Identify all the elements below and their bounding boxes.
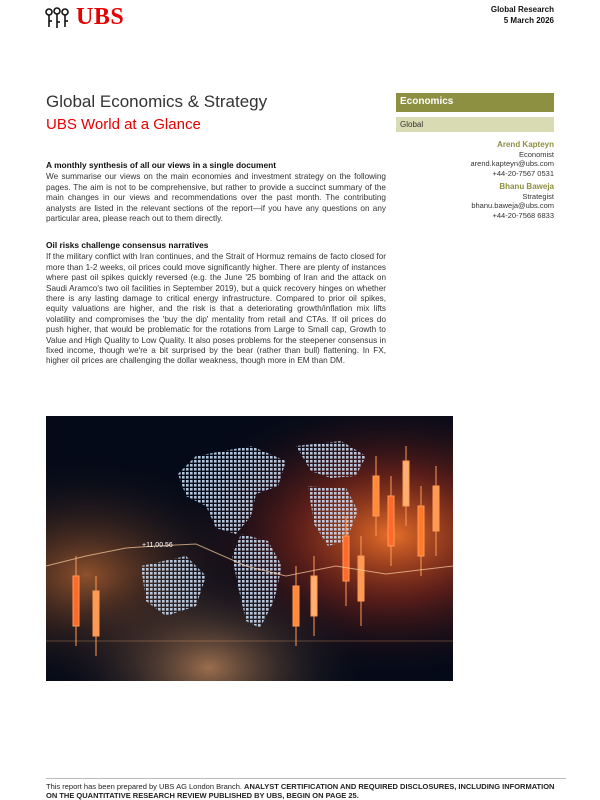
analyst-list [394, 140, 554, 224]
certification-text: ANALYST CERTIFICATION AND REQUIRED DISCLOSURES, INCLUDING INFORMATION ON THE QUANTITATIVE RESEARCH REVIEW PUBLISHED BY UBS, BEGIN ON PAGE 25. [46, 782, 555, 800]
prepared-by-text: This report has been prepared by UBS AG London Branch. [46, 782, 242, 791]
page-subtitle: UBS World at a Glance [46, 116, 201, 133]
series-label: Global Research [490, 5, 554, 14]
analyst-email[interactable]: arend.kapteyn@ubs.com [470, 159, 554, 168]
region-tag: Global [396, 117, 554, 132]
category-tag: Economics [396, 93, 554, 112]
section-synthesis [46, 160, 386, 224]
report-date: 5 March 2026 [503, 16, 554, 25]
analyst-email[interactable]: bhanu.baweja@ubs.com [471, 201, 554, 210]
analyst-name: Bhanu Baweja [499, 182, 554, 191]
section-text: If the military conflict with Iran continues, and the Strait of Hormuz remains de facto closed for more than 1-2 weeks, oil prices could move significantly higher. There are plenty of instances where past oil spikes quickly reversed (e.g. the June '25 bombing of Iran and the attack on Saudi Aramco's two oil facilities in September 2019), but a quick recovery hinges on whether there is any lasting damage to critical energy infrastructure. Compared to prior oil spikes, equity valuations are higher, and the risk is that a deteriorating growth/inflation mix lifts volatility and compromises the 'buy the dip' mentality from retail and CTAs. If oil prices do push higher, that would be problematic for the rotations from Large to Small cap, Growth to Value and High Quality to Low Quality. It also poses problems for the steepener consensus in fixed income, though we're a bit surprised by the bear (rather than bull) flattening. In FX, higher oil prices are challenging the dollar weakness, though more in EM than DM. [46, 252, 386, 366]
hero-image [46, 416, 453, 681]
logo-text: UBS [76, 4, 125, 30]
world-map-market-illustration [46, 416, 453, 681]
report-meta [491, 4, 554, 26]
section-oil-risks [46, 240, 386, 367]
disclaimer-footer [46, 778, 566, 800]
analyst-role: Strategist [522, 191, 554, 201]
section-text: We summarise our views on the main economies and investment strategy on the following pages. The aim is not to be comprehensive, but rather to provide a succinct summary of the main changes in our views and recommendations over the past month. The contributing analysts are listed in the relevant sections of the report—if you have any questions on any particular area, please reach out to them directly. [46, 172, 386, 224]
section-heading: A monthly synthesis of all our views in a single document [46, 160, 277, 170]
keys-logo-icon [44, 7, 70, 29]
analyst-role: Economist [518, 149, 554, 159]
analyst-card [394, 140, 554, 178]
hero-overlay-label: +11,00.56 [142, 542, 173, 549]
analyst-card [394, 182, 554, 220]
page-title: Global Economics & Strategy [46, 92, 268, 111]
analyst-name: Arend Kapteyn [497, 140, 554, 149]
analyst-phone: +44-20-7568 6833 [492, 210, 554, 220]
section-heading: Oil risks challenge consensus narratives [46, 240, 209, 250]
analyst-phone: +44-20-7567 0531 [492, 168, 554, 178]
ubs-logo [44, 4, 124, 31]
